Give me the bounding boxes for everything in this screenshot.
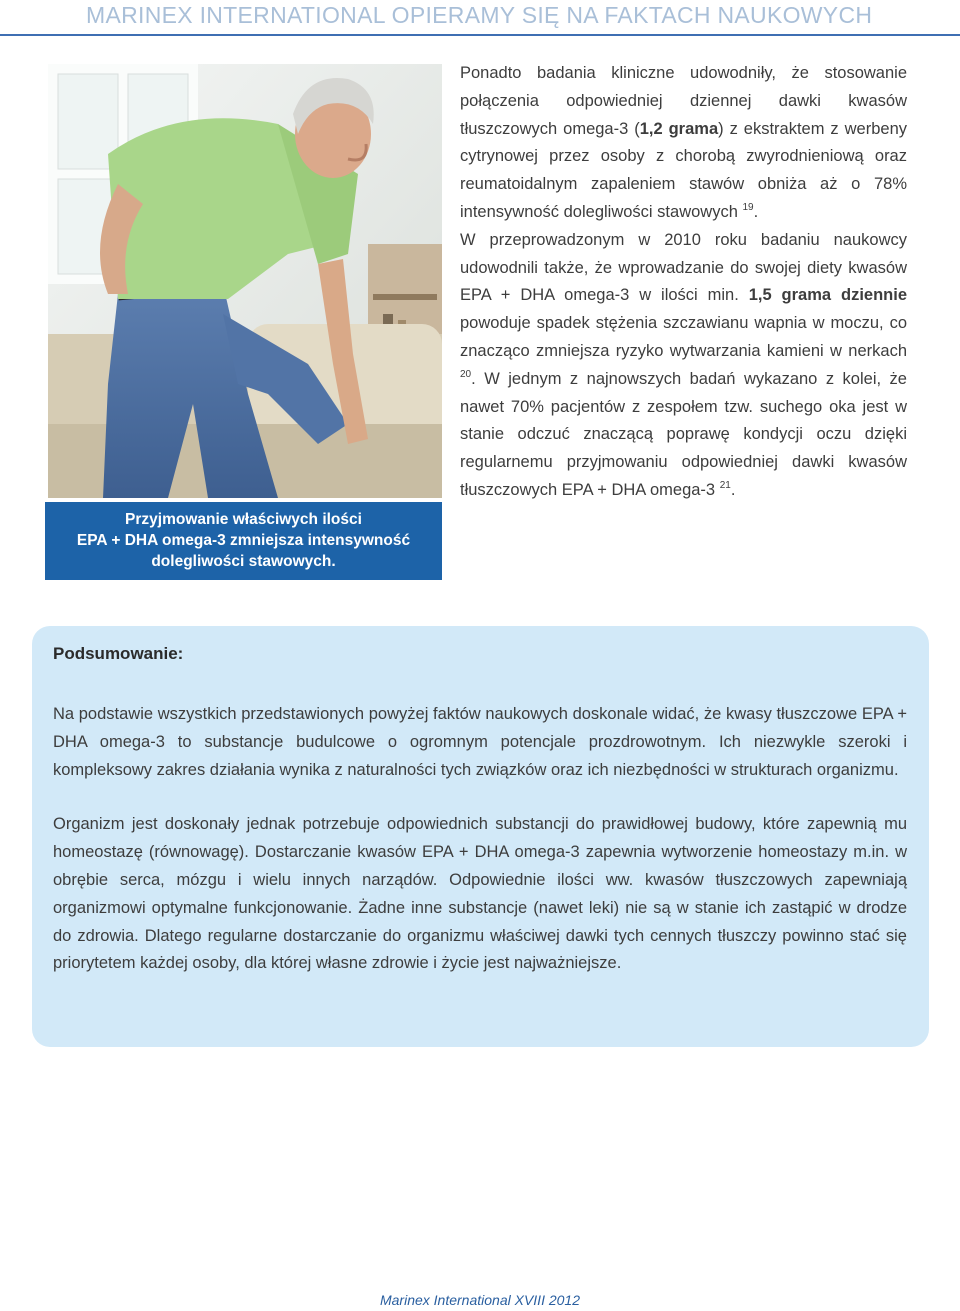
caption-line-3: dolegliwości stawowych.: [151, 553, 336, 570]
summary-paragraph-1: Na podstawie wszystkich przedstawionych powyżej faktów naukowych doskonale widać, że kwasy tłuszczowe EPA + DHA omega-3 to substancje budulcowe o ogromnym potencjale prozdrowotnym. Ich niezwykle szeroki i kompleksowy zakres działania wynika z naturalności tych związków oraz ich niezbędności w strukturach organizmu.: [53, 705, 907, 779]
article-column: [460, 60, 907, 505]
article-paragraph-2: W przeprowadzonym w 2010 roku badaniu naukowcy udowodnili także, że wprowadzanie do swojej diety kwasów EPA + DHA omega-3 w ilości min. 1,5 grama dziennie powoduje spadek stężenia szczawianu wapnia w moczu, co znacząco zmniejsza ryzyko wytwarzania kamieni w nerkach $^{20}$. W jednym z najnowszych badań wykazano z kolei, że nawet 70% pacjentów z zespołem tzw. suchego oka jest w stanie odczuć znaczącą poprawę kondycji oczu dzięki regularnemu przyjmowaniu odpowiedniej dawki kwasów tłuszczowych EPA + DHA omega-3 $^{21}$.: [460, 230, 907, 499]
reference-19: 19: [742, 201, 754, 213]
page-header-title: MARINEX INTERNATIONAL OPIERAMY SIĘ NA FAKTACH NAUKOWYCH: [86, 2, 873, 28]
page-footer: Marinex International XVIII 2012: [379, 1292, 580, 1308]
photo-caption: [45, 502, 442, 580]
article-paragraph-1: Ponadto badania kliniczne udowodniły, że stosowanie połączenia odpowiedniej dziennej dawki kwasów tłuszczowych omega-3 (1,2 grama) z ekstraktem z werbeny cytrynowej przez osoby z chorobą zwyrodnieniową oraz reumatoidalnym zapaleniem stawów obniża aż o 78% intensywność dolegliwości stawowych $^{19}$.: [460, 64, 907, 221]
caption-line-1: Przyjmowanie właściwych ilości: [125, 511, 362, 528]
header-divider: [0, 34, 960, 36]
summary-box: [32, 626, 929, 1047]
caption-line-2: EPA + DHA omega-3 zmniejsza intensywność: [76, 532, 411, 549]
man-with-back-pain-photo: [48, 64, 442, 498]
reference-21: 21: [719, 479, 731, 491]
summary-paragraph-2: Organizm jest doskonały jednak potrzebuje odpowiednich substancji do prawidłowej budowy, które zapewnią mu homeostazę (równowagę). Dostarczanie kwasów EPA + DHA omega-3 zapewnia wytworzenie homeostazy m.in. w obrębie serca, mózgu i wielu innych narządów. Odpowiednie ilości ww. kwasów tłuszczowych zapewniają organizmowi optymalne funkcjonowanie. Żadne inne substancje (nawet leki) nie są w stanie ich zastąpić w drodze do zdrowia. Dlatego regularne dostarczanie do organizmu właściwej dawki tych cennych tłuszczy powinno stać się priorytetem każdej osoby, dla której własne zdrowie i życie jest najważniejsze.: [53, 815, 907, 973]
reference-20: 20: [460, 368, 472, 380]
summary-title: Podsumowanie:: [53, 644, 184, 663]
